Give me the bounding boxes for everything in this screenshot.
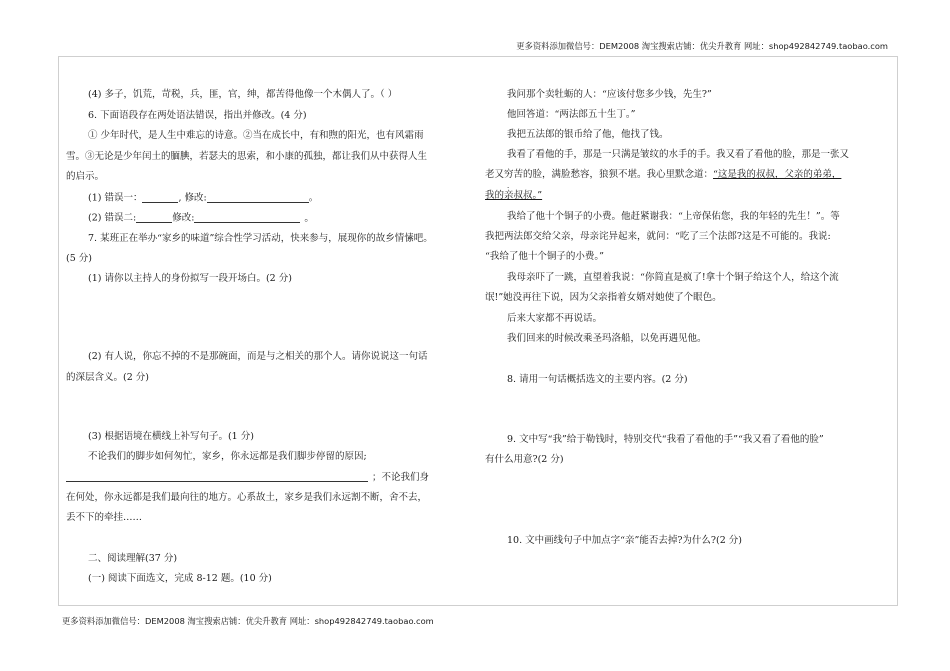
- section-2-title: 二、阅读理解(37 分): [88, 553, 178, 564]
- q7-sub-3-line-4: 丢不下的牵挂……: [66, 512, 143, 523]
- q6-error-1: [88, 193, 318, 203]
- q7-sub-3: (3) 根据语境在横线上补写句子。(1 分): [88, 431, 254, 442]
- q6-fix-1-label: , 修改:: [178, 192, 207, 204]
- q7-sub-2-line-2: 的深层含义。(2 分): [66, 372, 149, 383]
- page-footer: 更多资料添加微信号：DEM2008 淘宝搜索店铺：优尖升教育 网址：shop492842749.taobao.com: [62, 616, 434, 626]
- q6-error-1-period: 。: [308, 192, 319, 204]
- passage-para-6-line-2: 氓!”她没再往下说，因为父亲指着女婿对她使了个眼色。: [485, 292, 722, 303]
- question-6: 6. 下面语段存在两处语法错误，指出并修改。(4 分): [88, 110, 307, 121]
- q6-fix-1-blank[interactable]: [207, 193, 309, 203]
- q6-error-2-blank[interactable]: [136, 213, 172, 223]
- underlined-sentence-part-2: 我的亲叔叔。”: [485, 190, 543, 201]
- question-8: 8. 请用一句话概括选文的主要内容。(2 分): [507, 374, 688, 385]
- question-7: 7. 某班正在举办“家乡的味道”综合性学习活动，快来参与，展现你的故乡情愫吧。: [88, 233, 433, 244]
- q7-sub-2-line-1: (2) 有人说，你忘不掉的不是那碗面，而是与之相关的那个人。请你说说这一句话: [88, 351, 428, 362]
- section-2-1-title: (一) 阅读下面选文，完成 8-12 题。(10 分): [88, 573, 272, 584]
- q7-sub-1: (1) 请你以主持人的身份拟写一段开场白。(2 分): [88, 273, 292, 284]
- question-9-line-2: 有什么用意?(2 分): [485, 454, 564, 465]
- q6-error-1-label: (1) 错误一：: [88, 192, 143, 204]
- q6-error-2: [88, 213, 314, 223]
- q6-fix-2-label: 修改:: [172, 212, 195, 224]
- q5-item-4: (4) 多子，饥荒，苛税，兵，匪，官，绅，都苦得他像一个木偶人了。（ ）: [88, 89, 398, 100]
- passage-para-4-text: 老又穷苦的脸，满脸愁容，狼狈不堪。我心里默念道：: [485, 169, 714, 180]
- q7-sub-3-line-1: 不论我们的脚步如何匆忙，家乡，你永远都是我们脚步停留的原因;: [88, 451, 367, 462]
- passage-para-8: 我们回来的时候改乘圣玛洛船，以免再遇见他。: [507, 333, 707, 344]
- passage-para-2: 他回答道：“两法郎五十生丁。”: [507, 109, 636, 120]
- passage-para-5-line-3: “我给了他十个铜子的小费。”: [485, 251, 604, 262]
- q6-error-2-period: 。: [304, 212, 314, 224]
- page-header: 更多资料添加微信号：DEM2008 淘宝搜索店铺：优尖升教育 网址：shop492842749.taobao.com: [516, 41, 888, 51]
- question-9-line-1: 9. 文中写“我”给于勒钱时，特别交代“我看了看他的手”“我又看了看他的脸”: [507, 434, 824, 445]
- q6-passage-line-2: 雪。③无论是少年闰土的腼腆，若瑟夫的思索，和小康的孤独，都让我们从中获得人生: [66, 151, 428, 162]
- passage-para-6-line-1: 我母亲吓了一跳，直望着我说：“你简直是疯了!拿十个铜子给这个人，给这个流: [507, 272, 839, 283]
- passage-para-7: 后来大家都不再说话。: [507, 313, 603, 324]
- q7-sub-3-line-2: [66, 472, 429, 482]
- question-10: 10. 文中画线句子中加点字“亲”能否去掉?为什么?(2 分): [507, 535, 743, 546]
- passage-para-1: 我问那个卖牡蛎的人：“应该付您多少钱，先生?”: [507, 89, 712, 100]
- q6-passage-line-1: ① 少年时代，是人生中难忘的诗意。②当在成长中，有和煦的阳光，也有风霜雨: [88, 130, 424, 141]
- q6-fix-2-blank[interactable]: [194, 213, 300, 223]
- passage-para-5-line-2: 我把两法郎交给父亲，母亲诧异起来，就问：“吃了三个法郎?这是不可能的。我说:: [485, 231, 831, 242]
- emphasis-dot: .: [507, 182, 510, 190]
- underlined-sentence-part-1: “这是我的叔叔，父亲的弟弟，: [713, 169, 842, 180]
- passage-para-3: 我把五法郎的银币给了他，他找了钱。: [507, 129, 669, 140]
- q6-passage-line-3: 的启示。: [66, 171, 105, 182]
- q6-error-1-blank[interactable]: [142, 193, 178, 203]
- q7-fill-blank[interactable]: [66, 472, 368, 482]
- passage-para-5-line-1: 我给了他十个铜子的小费。他赶紧谢我：“上帝保佑您，我的年轻的先生！”。等: [507, 211, 840, 222]
- q7-sub-3-line-3: 在何处，你永远都是我们最向往的地方。心系故土，家乡是我们永远割不断，舍不去，: [66, 492, 428, 503]
- passage-para-4-line-2: [485, 170, 841, 180]
- passage-para-4-line-1: 我看了看他的手，那是一只满是皱纹的水手的手。我又看了看他的脸，那是一张又: [507, 149, 850, 160]
- q7-sub-3-continuation: ；不论我们身: [372, 471, 430, 483]
- q6-error-2-label: (2) 错误二:: [88, 212, 137, 224]
- question-7-score: (5 分): [66, 253, 92, 264]
